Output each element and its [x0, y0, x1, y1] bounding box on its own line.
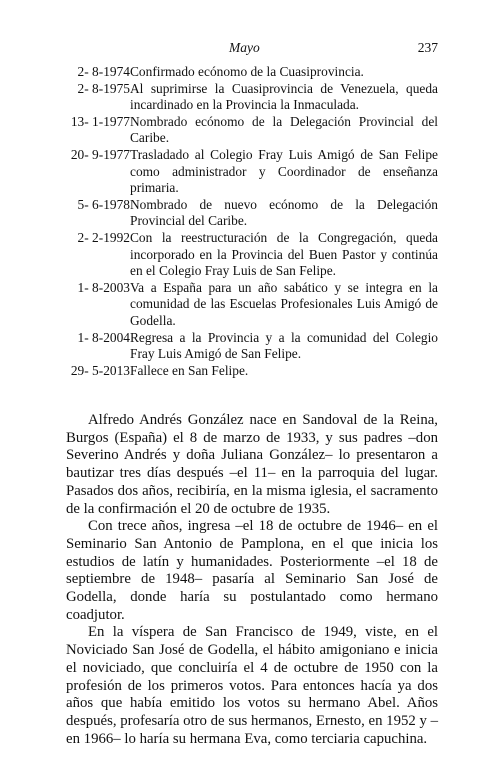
- chronology-text: Regresa a la Provincia y a la comunidad del Colegio Fray Luis Amigó de San Felipe.: [130, 329, 438, 362]
- chronology-date: 29- 5-2013: [70, 362, 130, 378]
- chronology-date: 2- 8-1975: [77, 80, 130, 96]
- chronology-row: [38, 230, 438, 280]
- page-number: 237: [417, 40, 438, 55]
- chronology-text: Va a España para un año sabático y se integra en la comunidad de las Escuelas Profesionales Luis Amigó de Godella.: [130, 279, 438, 328]
- chronology-date: 2- 8-1974: [77, 64, 130, 79]
- chronology-date: 13- 1-1977: [70, 113, 130, 129]
- chronology-text: Al suprimirse la Cuasiprovincia de Venezuela, queda incardinado en la Provincia la Inmaculada.: [130, 80, 438, 113]
- biography-body: [66, 412, 438, 748]
- chronology-text: Confirmado ecónomo de la Cuasiprovincia.: [130, 64, 364, 79]
- chronology-row: [38, 81, 438, 114]
- chronology-text: Fallece en San Felipe.: [130, 362, 249, 378]
- page-header: [0, 40, 500, 58]
- chronology-date: 1- 8-2003: [77, 279, 130, 295]
- chronology-row: [38, 114, 438, 147]
- body-paragraph: En la víspera de San Francisco de 1949, viste, en el Noviciado San José de Godella, el hábito amigoniano e inicia el noviciado, que concluiría el 4 de octubre de 1950 con la profesión de los primeros votos. Para entonces hacía ya dos años que había emitido los votos su hermano Abel. Años después, profesaría otro de sus hermanos, Ernesto, en 1952 y –en 1966– lo haría su hermana Eva, como terciaria capuchina.: [66, 624, 438, 747]
- chronology-row: [38, 147, 438, 197]
- chronology-date: 5- 6-1978: [77, 196, 130, 212]
- chronology-text: Nombrado ecónomo de la Delegación Provincial del Caribe.: [130, 113, 438, 146]
- body-paragraph: Con trece años, ingresa –el 18 de octubre de 1946– en el Seminario San Antonio de Pamplona, en el que inicia los estudios de latín y humanidades. Posteriormente –el 18 de septiembre de 1948– pasaría al Seminario San José de Godella, donde haría su postulantado como hermano coadjutor.: [66, 518, 438, 623]
- chronology-text: Trasladado al Colegio Fray Luis Amigó de San Felipe como administrador y Coordinador de enseñanza primaria.: [130, 146, 438, 196]
- chronology-row: [38, 197, 438, 230]
- chronology-text: Nombrado de nuevo ecónomo de la Delegación Provincial del Caribe.: [130, 196, 438, 229]
- body-paragraph: Alfredo Andrés González nace en Sandoval de la Reina, Burgos (España) el 8 de marzo de 1933, y sus padres –don Severino Andrés y doña Juliana González– lo presentaron a bautizar tres días después –el 11– en la parroquia del lugar. Pasados dos años, recibiría, en la misma iglesia, el sacramento de la confirmación el 20 de octubre de 1935.: [66, 412, 438, 517]
- running-title: Mayo: [229, 40, 260, 55]
- chronology-text: Con la reestructuración de la Congregación, queda incorporado en la Provincia del Buen Pastor y continúa en el Colegio Fray Luis de San Felipe.: [130, 229, 438, 279]
- chronology-row: [38, 363, 438, 380]
- chronology-date: 20- 9-1977: [70, 146, 130, 162]
- chronology-row: [38, 280, 438, 330]
- chronology-date: 1- 8-2004: [77, 329, 130, 345]
- chronology-table: [38, 64, 438, 379]
- chronology-row: [38, 64, 438, 81]
- chronology-row: [38, 330, 438, 363]
- chronology-date: 2- 2-1992: [77, 229, 130, 245]
